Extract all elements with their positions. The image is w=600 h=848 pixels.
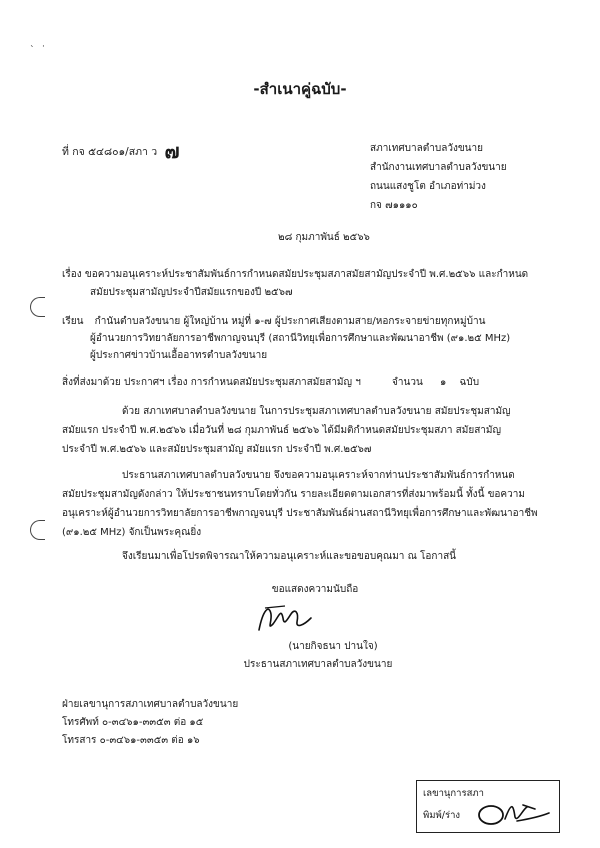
address-line: ถนนแสงชูโต อำเภอท่าม่วง: [370, 181, 486, 192]
footer-phone: โทรศัพท์ ๐-๓๔๖๑-๓๓๕๓ ต่อ ๑๕: [62, 717, 204, 728]
recipient-line: ผู้อำนวยการวิทยาลัยการอาชีพกาญจนบุรี (สถานีวิทยุเพื่อการศึกษาและพัฒนาอาชีพ (๙๑.๒๕ MHz): [90, 333, 511, 344]
paragraph-line: ประจำปี พ.ศ.๒๕๖๖ และสมัยประชุมสามัญ สมัยแรก ประจำปี พ.ศ.๒๕๖๗: [62, 444, 372, 455]
subject-line: ขอความอนุเคราะห์ประชาสัมพันธ์การกำหนดสมัยประชุมสภาสมัยสามัญประจำปี พ.ศ.๒๕๖๖ และกำหนด: [84, 269, 529, 280]
subject-line: สมัยประชุมสามัญประจำปีสมัยแรกของปี ๒๕๖๗: [90, 287, 293, 298]
signer-title: ประธานสภาเทศบาลตำบลวังขนาย: [243, 659, 393, 670]
paragraph-line: ประธานสภาเทศบาลตำบลวังขนาย จึงขอความอนุเคราะห์จากท่านประชาสัมพันธ์การกำหนด: [122, 470, 515, 481]
initials-image: [473, 799, 553, 829]
enclosure-label: สิ่งที่ส่งมาด้วย: [62, 377, 121, 388]
body-paragraph-1: [62, 402, 537, 459]
signer-name: (นายกิจธนา ปานใจ): [288, 641, 378, 652]
scan-mark: ˎ: [30, 38, 35, 48]
sender-address: [370, 139, 507, 215]
recipients: [62, 313, 510, 364]
punch-hole-mark: [30, 297, 45, 317]
signer: [243, 638, 408, 674]
stamp-row-2: พิมพ์/ร่าง: [423, 810, 461, 821]
recipient-line: กำนันตำบลวังขนาย ผู้ใหญ่บ้าน หมู่ที่ ๑-๗ ผู้ประกาศเสียงตามสาย/หอกระจายข่ายทุกหมู่บ้าน: [94, 316, 486, 327]
paragraph-line: (๙๑.๒๕ MHz) จักเป็นพระคุณยิ่ง: [62, 527, 202, 538]
paragraph-line: จึงเรียนมาเพื่อโปรดพิจารณาให้ความอนุเคราะห์และขอขอบคุณมา ณ โอกาสนี้: [122, 551, 457, 562]
document-title: -สำเนาคู่ฉบับ-: [253, 80, 347, 98]
scan-mark: ·: [42, 42, 45, 52]
enclosure-item: ประกาศฯ เรื่อง การกำหนดสมัยประชุมสภาสมัยสามัญ ฯ: [123, 377, 361, 388]
enclosure-unit: ฉบับ: [459, 377, 480, 388]
document-date: ๒๘ กุมภาพันธ์ ๒๕๖๖: [278, 232, 370, 243]
paragraph-line: ด้วย สภาเทศบาลตำบลวังขนาย ในการประชุมสภาเทศบาลตำบลวังขนาย สมัยประชุมสามัญ: [122, 406, 511, 417]
paragraph-line: สมัยประชุมสามัญดังกล่าว ให้ประชาชนทราบโดยทั่วกัน รายละเอียดตามเอกสารที่ส่งมาพร้อมนี้ ทั้งนี้ ขอความ: [62, 489, 525, 500]
stamp-row-1: เลขานุการสภา: [423, 788, 484, 799]
reference-prefix: ที่ กจ ๕๔๘๐๑/สภา ว: [62, 146, 158, 158]
closing-paragraph: [62, 547, 537, 566]
subject-label: เรื่อง: [62, 269, 82, 280]
reference-number: [62, 139, 180, 163]
enclosure-quantity: ๑: [439, 377, 447, 388]
address-line: สภาเทศบาลตำบลวังขนาย: [370, 143, 483, 154]
punch-hole-mark: [30, 520, 45, 540]
reference-handwritten-number: ๗: [164, 139, 180, 163]
to-label: เรียน: [62, 316, 84, 327]
enclosure-quantity-label: จำนวน: [392, 377, 423, 388]
footer-department: ฝ่ายเลขานุการสภาเทศบาลตำบลวังขนาย: [62, 699, 239, 710]
paragraph-line: อนุเคราะห์ผู้อำนวยการวิทยาลัยการอาชีพกาญจนบุรี ประชาสัมพันธ์ผ่านสถานีวิทยุเพื่อการศึกษาและพัฒนาอาชีพ: [62, 508, 538, 519]
routing-stamp: [416, 780, 560, 833]
contact-footer: [62, 696, 238, 750]
address-line: กจ ๗๑๑๑๐: [370, 200, 418, 211]
footer-fax: โทรสาร ๐-๓๔๖๑-๓๓๕๓ ต่อ ๑๖: [62, 735, 200, 746]
paragraph-line: สมัยแรก ประจำปี พ.ศ.๒๕๖๖ เมื่อวันที่ ๒๘ กุมภาพันธ์ ๒๕๖๖ ได้มีมติกำหนดสมัยประชุมสภา สมัยสามัญ: [62, 425, 502, 436]
signature-image: [255, 600, 315, 640]
recipient-line: ผู้ประกาศข่าวบ้านเอื้ออาทรตำบลวังขนาย: [90, 350, 268, 361]
enclosure: [62, 377, 479, 389]
closing-salutation: ขอแสดงความนับถือ: [271, 584, 359, 595]
address-line: สำนักงานเทศบาลตำบลวังขนาย: [370, 162, 507, 173]
subject: [62, 266, 532, 302]
body-paragraph-2: [62, 466, 537, 542]
